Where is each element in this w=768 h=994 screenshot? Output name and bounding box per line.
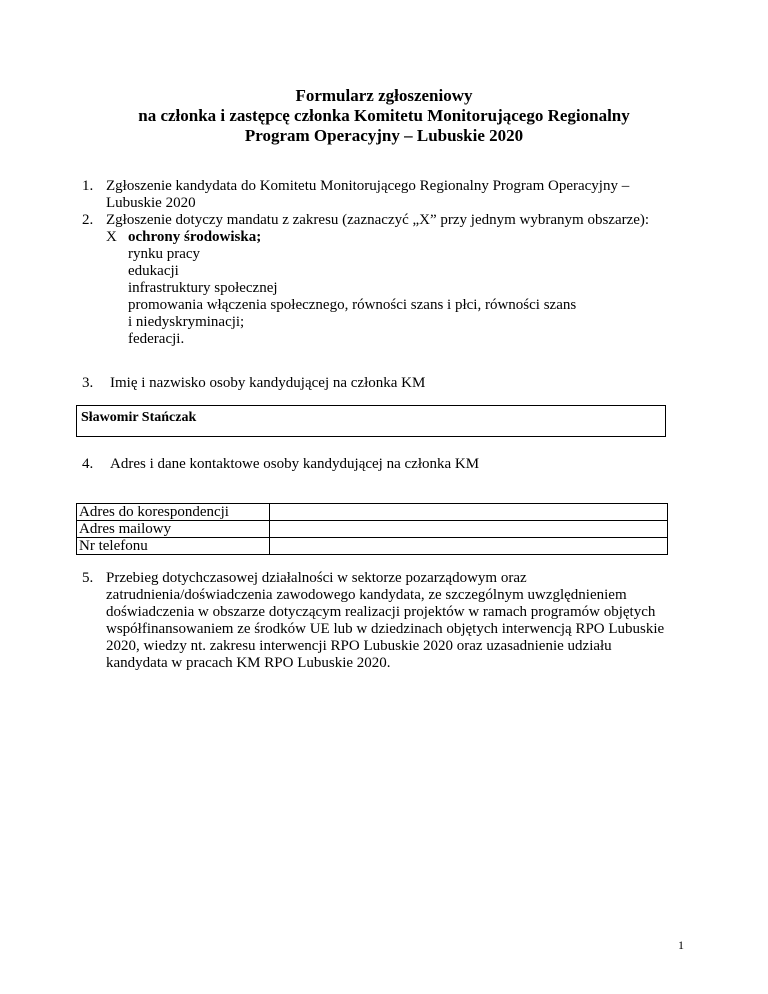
email-label: Adres mailowy [77,521,270,538]
item-5-number: 5. [82,570,94,586]
item-3-text: Imię i nazwisko osoby kandydującej na członka KM [110,375,426,391]
option-federation[interactable]: federacji. [128,331,185,347]
candidate-name-field[interactable] [76,405,666,437]
title-line-3: Program Operacyjny – Lubuskie 2020 [244,126,524,145]
phone-field[interactable] [270,538,668,555]
option-social-inclusion[interactable]: promowania włączenia społecznego, równości szans i płci, równości szans [128,297,577,313]
table-row [77,504,668,521]
phone-label: Nr telefonu [77,538,270,555]
item-1-line-1: Zgłoszenie kandydata do Komitetu Monitorującego Regionalny Program Operacyjny – [106,178,630,194]
item-1-line-2: Lubuskie 2020 [106,195,196,211]
item-5-line-6: kandydata w pracach KM RPO Lubuskie 2020. [106,655,391,671]
option-labour-market[interactable]: rynku pracy [128,246,201,262]
item-1-number: 1. [82,178,94,194]
contact-table [76,503,668,555]
selection-mark[interactable]: X [106,229,117,245]
item-5-line-4: współfinansowaniem ze środków UE lub w dziedzinach objętych interwencją RPO Lubuskie [106,621,665,637]
item-3-number: 3. [82,375,94,391]
item-5-line-5: 2020, wiedzy nt. zakresu interwencji RPO Lubuskie 2020 oraz uzasadnienie udziału [106,638,612,654]
item-2-number: 2. [82,212,94,228]
title-line-2: na członka i zastępcę członka Komitetu Monitorującego Regionalny [138,106,630,125]
email-field[interactable] [270,521,668,538]
item-5-line-3: doświadczenia w obszarze dotyczącym realizacji projektów w ramach programów objętych [106,604,656,620]
address-label: Adres do korespondencji [77,504,270,521]
form-title [0,86,768,146]
option-social-inclusion-cont: i niedyskryminacji; [128,314,245,330]
option-education[interactable]: edukacji [128,263,179,279]
item-4-number: 4. [82,456,94,472]
address-field[interactable] [270,504,668,521]
item-5-line-2: zatrudnienia/doświadczenia zawodowego kandydata, ze szczególnym uwzględnieniem [106,587,627,603]
candidate-name-value: Sławomir Stańczak [81,410,197,425]
item-4-text: Adres i dane kontaktowe osoby kandydującej na członka KM [110,456,480,472]
title-line-1: Formularz zgłoszeniowy [295,86,473,105]
item-2-text: Zgłoszenie dotyczy mandatu z zakresu (zaznaczyć „X” przy jednym wybranym obszarze): [106,212,650,228]
option-social-infrastructure[interactable]: infrastruktury społecznej [128,280,278,296]
option-environment[interactable]: ochrony środowiska; [128,229,262,245]
page-number: 1 [678,938,684,952]
item-5-line-1: Przebieg dotychczasowej działalności w sektorze pozarządowym oraz [106,570,527,586]
table-row [77,538,668,555]
table-row [77,521,668,538]
